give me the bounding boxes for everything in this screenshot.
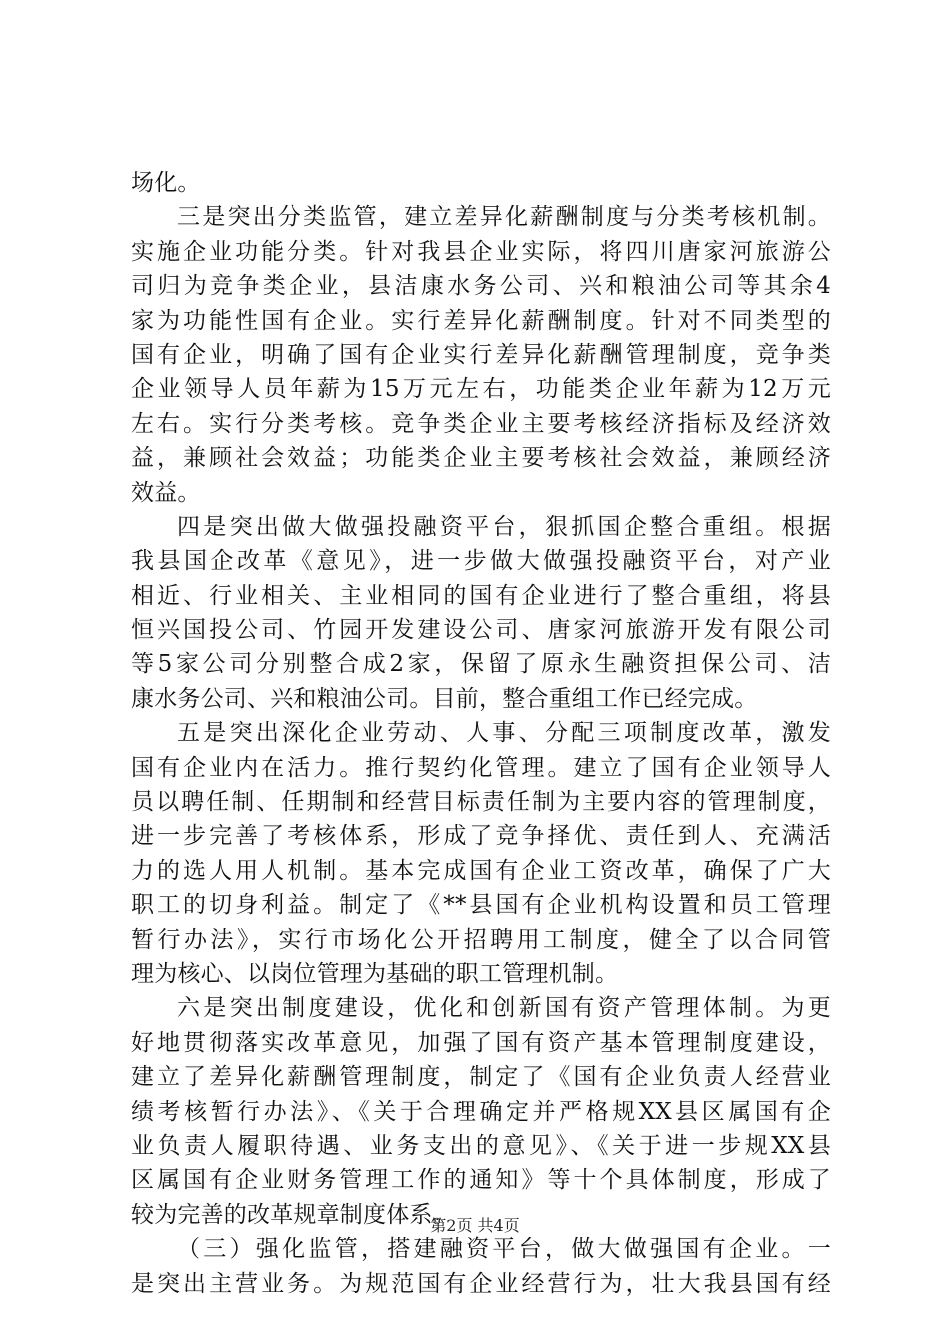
text-line: 家为功能性国有企业。实行差异化薪酬制度。针对不同类型的 (131, 307, 831, 334)
page-footer: 第2页 共4页 (430, 1216, 520, 1235)
text-line: 国有企业内在活力。推行契约化管理。建立了国有企业领导人 (131, 754, 831, 781)
text-line: 益，兼顾社会效益；功能类企业主要考核社会效益，兼顾经济 (131, 445, 831, 472)
text-line: 恒兴国投公司、竹园开发建设公司、唐家河旅游开发有限公司 (131, 617, 831, 644)
text-line: 等5家公司分别整合成2家，保留了原永生融资担保公司、洁 (131, 651, 831, 678)
text-line: 场化。 (131, 170, 201, 196)
text-line: 员以聘任制、任期制和经营目标责任制为主要内容的管理制度， (131, 789, 831, 816)
text-line: 好地贯彻落实改革意见，加强了国有资产基本管理制度建设， (131, 1029, 831, 1056)
text-line: 效益。 (131, 479, 201, 506)
text-line: 是突出主营业务。为规范国有企业经营行为，壮大我县国有经 (131, 1270, 831, 1297)
text-line: 暂行办法》，实行市场化公开招聘用工制度，健全了以合同管 (131, 926, 831, 953)
text-line: 四是突出做大做强投融资平台，狠抓国企整合重组。根据 (177, 513, 831, 540)
text-line: 绩考核暂行办法》、《关于合理确定并严格规XX县区属国有企 (131, 1098, 831, 1125)
text-line: 相近、行业相关、主业相同的国有企业进行了整合重组，将县 (131, 582, 831, 609)
text-line: 理为核心、以岗位管理为基础的职工管理机制。 (131, 960, 619, 987)
text-line: 实施企业功能分类。针对我县企业实际，将四川唐家河旅游公 (131, 238, 831, 265)
text-line: 国有企业，明确了国有企业实行差异化薪酬管理制度，竞争类 (131, 341, 831, 368)
text-line: 我县国企改革《意见》，进一步做大做强投融资平台，对产业 (131, 548, 831, 575)
text-line: 力的选人用人机制。基本完成国有企业工资改革，确保了广大 (131, 857, 831, 884)
text-line: 六是突出制度建设，优化和创新国有资产管理体制。为更 (177, 995, 831, 1022)
text-line: （三）强化监管，搭建融资平台，做大做强国有企业。一 (177, 1236, 831, 1263)
text-line: 进一步完善了考核体系，形成了竞争择优、责任到人、充满活 (131, 823, 831, 850)
text-line: 建立了差异化薪酬管理制度，制定了《国有企业负责人经营业 (131, 1064, 831, 1091)
text-line: 职工的切身利益。制定了《**县国有企业机构设置和员工管理 (131, 892, 831, 919)
text-line: 三是突出分类监管，建立差异化薪酬制度与分类考核机制。 (177, 204, 831, 231)
text-line: 企业领导人员年薪为15万元左右，功能类企业年薪为12万元 (131, 376, 831, 403)
text-line: 康水务公司、兴和粮油公司。目前，整合重组工作已经完成。 (131, 685, 758, 712)
text-line: 司归为竞争类企业，县洁康水务公司、兴和粮油公司等其余4 (131, 273, 831, 300)
document-body (131, 166, 831, 1301)
text-line: 五是突出深化企业劳动、人事、分配三项制度改革，激发 (177, 720, 831, 747)
text-line: 左右。实行分类考核。竞争类企业主要考核经济指标及经济效 (131, 410, 831, 437)
text-line: 业负责人履职待遇、业务支出的意见》、《关于进一步规XX县 (131, 1132, 831, 1159)
text-line: 较为完善的改革规章制度体系。 (131, 1201, 456, 1228)
text-line: 区属国有企业财务管理工作的通知》等十个具体制度，形成了 (131, 1167, 831, 1194)
